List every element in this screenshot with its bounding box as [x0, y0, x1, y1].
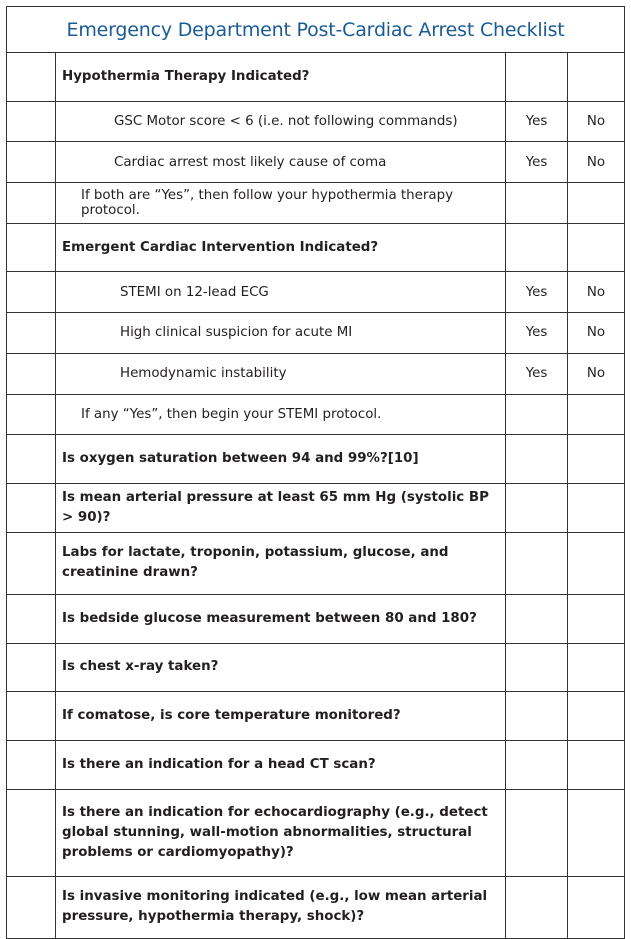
table-row [7, 740, 625, 789]
table-row [7, 692, 625, 741]
criterion-label: High clinical suspicion for acute MI [56, 313, 506, 354]
table-row [7, 532, 625, 594]
checkbox-cell[interactable] [7, 142, 56, 183]
yes-option[interactable]: Yes [506, 142, 568, 183]
checkbox-cell[interactable] [7, 876, 56, 938]
answer-cell [506, 532, 568, 594]
question-label: Is there an indication for a head CT scan? [56, 740, 506, 789]
criterion-label: Hemodynamic instability [56, 353, 506, 394]
question-label: Is chest x-ray taken? [56, 643, 506, 692]
table-row [7, 313, 625, 354]
answer-cell [506, 643, 568, 692]
checkbox-cell[interactable] [7, 223, 56, 272]
checkbox-cell[interactable] [7, 101, 56, 142]
checkbox-cell[interactable] [7, 313, 56, 354]
answer-cell [568, 483, 625, 532]
hypothermia-note: If both are “Yes”, then follow your hypothermia therapy protocol. [56, 183, 506, 224]
answer-cell [568, 435, 625, 484]
no-option[interactable]: No [568, 353, 625, 394]
answer-cell [568, 183, 625, 224]
table-row [7, 183, 625, 224]
table-row [7, 223, 625, 272]
no-option[interactable]: No [568, 272, 625, 313]
no-option[interactable]: No [568, 142, 625, 183]
answer-cell [506, 223, 568, 272]
checkbox-cell[interactable] [7, 789, 56, 876]
cardiac-heading: Emergent Cardiac Intervention Indicated? [56, 223, 506, 272]
question-label: If comatose, is core temperature monitored? [56, 692, 506, 741]
table-row [7, 53, 625, 102]
table-row [7, 142, 625, 183]
answer-cell [506, 789, 568, 876]
question-label: Is oxygen saturation between 94 and 99%?[10] [56, 435, 506, 484]
answer-cell [506, 483, 568, 532]
question-label: Labs for lactate, troponin, potassium, glucose, and creatinine drawn? [56, 532, 506, 594]
table-row [7, 643, 625, 692]
answer-cell [506, 435, 568, 484]
yes-option[interactable]: Yes [506, 353, 568, 394]
table-row [7, 272, 625, 313]
answer-cell [506, 692, 568, 741]
checkbox-cell[interactable] [7, 272, 56, 313]
table-row [7, 789, 625, 876]
checkbox-cell[interactable] [7, 435, 56, 484]
question-label: Is mean arterial pressure at least 65 mm Hg (systolic BP > 90)? [56, 483, 506, 532]
checkbox-cell[interactable] [7, 740, 56, 789]
answer-cell [506, 594, 568, 643]
question-label: Is invasive monitoring indicated (e.g., low mean arterial pressure, hypothermia therapy, shock)? [56, 876, 506, 938]
checkbox-cell[interactable] [7, 594, 56, 643]
answer-cell [506, 53, 568, 102]
yes-option[interactable]: Yes [506, 313, 568, 354]
answer-cell [568, 223, 625, 272]
question-label: Is there an indication for echocardiography (e.g., detect global stunning, wall-motion abnormalities, structural problems or cardiomyopathy)? [56, 789, 506, 876]
answer-cell [568, 594, 625, 643]
yes-option[interactable]: Yes [506, 272, 568, 313]
checkbox-cell[interactable] [7, 643, 56, 692]
table-row [7, 876, 625, 938]
checkbox-cell[interactable] [7, 183, 56, 224]
answer-cell [568, 692, 625, 741]
checklist-table [6, 6, 625, 939]
answer-cell [506, 876, 568, 938]
table-row [7, 435, 625, 484]
answer-cell [568, 740, 625, 789]
checkbox-cell[interactable] [7, 53, 56, 102]
hypothermia-heading: Hypothermia Therapy Indicated? [56, 53, 506, 102]
question-label: Is bedside glucose measurement between 80 and 180? [56, 594, 506, 643]
table-row [7, 101, 625, 142]
answer-cell [506, 183, 568, 224]
criterion-label: GSC Motor score < 6 (i.e. not following commands) [56, 101, 506, 142]
table-row [7, 394, 625, 435]
checkbox-cell[interactable] [7, 394, 56, 435]
answer-cell [568, 53, 625, 102]
answer-cell [568, 532, 625, 594]
checkbox-cell[interactable] [7, 692, 56, 741]
cardiac-note: If any “Yes”, then begin your STEMI protocol. [56, 394, 506, 435]
table-row [7, 353, 625, 394]
checkbox-cell[interactable] [7, 532, 56, 594]
criterion-label: STEMI on 12-lead ECG [56, 272, 506, 313]
criterion-label: Cardiac arrest most likely cause of coma [56, 142, 506, 183]
checkbox-cell[interactable] [7, 483, 56, 532]
answer-cell [568, 394, 625, 435]
page-title: Emergency Department Post-Cardiac Arrest Checklist [7, 7, 625, 53]
yes-option[interactable]: Yes [506, 101, 568, 142]
answer-cell [568, 643, 625, 692]
table-row [7, 594, 625, 643]
no-option[interactable]: No [568, 101, 625, 142]
answer-cell [506, 740, 568, 789]
no-option[interactable]: No [568, 313, 625, 354]
checkbox-cell[interactable] [7, 353, 56, 394]
table-row [7, 483, 625, 532]
answer-cell [506, 394, 568, 435]
answer-cell [568, 876, 625, 938]
answer-cell [568, 789, 625, 876]
